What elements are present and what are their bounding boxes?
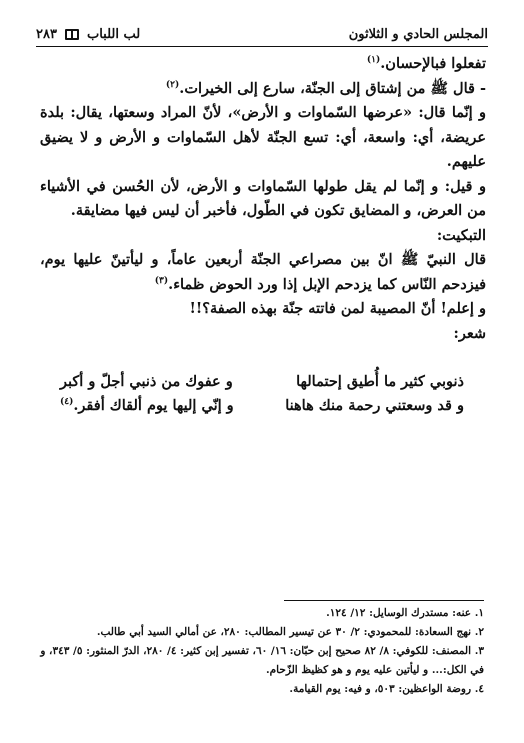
- footnote: ٤. روضة الواعظين: ٥٠٣، و فيه: يوم القيامة.: [289, 683, 484, 695]
- text-line: تفعلوا فبالإحسان.$^{(١)}$: [366, 55, 486, 72]
- verse-second-half: و عفوك من ذنبي أجلّ و أكبر: [60, 373, 233, 390]
- poem-verse: [60, 370, 464, 394]
- poem-verse: [60, 394, 464, 418]
- book-title: لب اللباب: [86, 26, 141, 42]
- text-paragraph: و إنّما قال: «عرضها السّماوات و الأرض»، لأنّ المراد وسعتها، يقال: بلدة عريضة، أي: واسعة، أي: تسع الجنّة لأهل السّماوات و الأرض و لا يضيق عليهم.: [40, 104, 486, 170]
- footnote-marker: (٢): [165, 79, 180, 90]
- text-paragraph: و قيل: و إنّما لم يقل طولها السّماوات و الأرض، لأن الحُسن في الأشياء من العرض، و المضايق تكون في الطّول، فأخبر أن ليس فيها مضايقة.: [40, 177, 486, 219]
- verse-second-half: و إنّي إليها يوم ألقاك أفقر.$^{(٤)}$: [60, 397, 234, 414]
- poem: [60, 370, 464, 418]
- text-paragraph: قال النبيّ ﷺ انّ بين مصراعي الجنّة أربعين عاماً، و ليأتينّ عليها يوم، فيزدحم النّاس كما يزدحم الإبل إذا ورد الحوض ظماء.$^{(٣)}$: [40, 251, 486, 293]
- footnote: ٣. المصنف: للكوفي: ٨/ ٨٢ صحيح إبن حبّان: ١٦/ ٦٠، تفسير إبن كثير: ٤/ ٢٨٠، الدرّ المنثور: ٥/ ٣٤٣، و في الكل:... و ليأتين عليه يوم و هو كظيظ الزّحام.: [40, 645, 484, 676]
- footnote: ٢. نهج السعادة: للمحمودي: ٢/ ٣٠ عن تيسير المطالب: ٢٨٠، عن أمالي السيد أبي طالب.: [96, 626, 484, 638]
- verse-first-half: ذنوبي كثير ما أُطيق إحتمالها: [296, 373, 464, 390]
- header-book-info: [36, 27, 140, 42]
- footnote-divider: [284, 600, 484, 601]
- book-icon: [65, 29, 79, 40]
- footnotes: [40, 604, 484, 699]
- poem-heading: شعر:: [453, 324, 486, 342]
- verse-first-half: و قد وسعتني رحمة منك هاهنا: [285, 397, 464, 414]
- footnote-marker: (١): [366, 55, 381, 66]
- footnote: ١. عنه: مستدرك الوسايل: ١٢/ ١٢٤.: [326, 607, 484, 619]
- header-divider: [36, 46, 488, 47]
- chapter-title: المجلس الحادي و الثلاثون: [348, 26, 488, 42]
- text-line: - قال ﷺ من إشتاق إلى الجنّة، سارع إلى الخيرات.$^{(٢)}$: [165, 79, 486, 97]
- section-heading: التبكيت:: [436, 226, 486, 244]
- footnote-marker: (٣): [154, 275, 169, 286]
- footnote-marker: (٤): [60, 397, 74, 408]
- text-line: و إعلم! أنّ المصيبة لمن فاتته جنّة بهذه الصفة؟!!: [189, 300, 486, 317]
- page-header: [36, 22, 488, 46]
- main-text: [40, 52, 486, 346]
- page-number: ٢٨٣: [36, 26, 57, 42]
